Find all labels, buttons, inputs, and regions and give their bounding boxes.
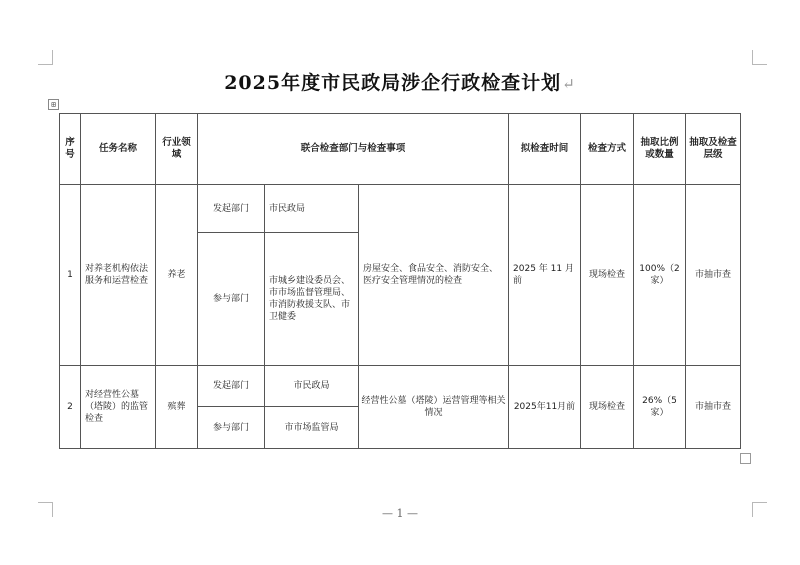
row1-initiating-label: 发起部门 [198, 185, 265, 233]
row1-task: 对养老机构依法服务和运营检查 [81, 185, 156, 366]
header-method: 检查方式 [581, 114, 634, 185]
row2-inspection-items: 经营性公墓（塔陵）运营管理等相关情况 [359, 366, 509, 449]
inspection-plan-table [59, 113, 741, 449]
row2-task: 对经营性公墓（塔陵）的监管检查 [81, 366, 156, 449]
row2-ratio: 26%（5家） [634, 366, 686, 449]
document-title [0, 68, 800, 95]
row1-participating-depts: 市城乡建设委员会、市市场监督管理局、市消防救援支队、市卫健委 [265, 233, 359, 366]
crop-mark-top-right [752, 50, 767, 65]
paragraph-mark-icon: ↵ [562, 75, 576, 93]
row1-ratio: 100%（2 家） [634, 185, 686, 366]
document-title-text: 2025年度市民政局涉企行政检查计划 [224, 72, 562, 94]
header-time: 拟检查时间 [509, 114, 581, 185]
row2-seq: 2 [60, 366, 81, 449]
row1-seq: 1 [60, 185, 81, 366]
table-header-row [60, 114, 741, 185]
row1-time: 2025 年 11 月前 [509, 185, 581, 366]
row2-industry: 殡葬 [156, 366, 198, 449]
row2-participating-label: 参与部门 [198, 407, 265, 449]
row1-participating-label: 参与部门 [198, 233, 265, 366]
crop-mark-top-left [38, 50, 53, 65]
header-ratio: 抽取比例或数量 [634, 114, 686, 185]
row2-initiating-label: 发起部门 [198, 366, 265, 407]
row1-level: 市抽市查 [686, 185, 741, 366]
row1-initiating-dept: 市民政局 [265, 185, 359, 233]
row2-time: 2025年11月前 [509, 366, 581, 449]
header-industry: 行业领域 [156, 114, 198, 185]
row2-method: 现场检查 [581, 366, 634, 449]
row1-method: 现场检查 [581, 185, 634, 366]
row2-level: 市抽市查 [686, 366, 741, 449]
row2-initiating-dept: 市民政局 [265, 366, 359, 407]
row1-inspection-items: 房屋安全、食品安全、消防安全、医疗安全管理情况的检查 [359, 185, 509, 366]
header-level: 抽取及检查层级 [686, 114, 741, 185]
table-move-handle-icon[interactable]: ⊞ [48, 99, 59, 110]
table-row [60, 185, 741, 233]
header-seq: 序号 [60, 114, 81, 185]
row2-participating-depts: 市市场监管局 [265, 407, 359, 449]
page-number: — 1 — [382, 507, 418, 520]
row1-industry: 养老 [156, 185, 198, 366]
table-resize-handle[interactable] [740, 453, 751, 464]
header-joint-inspection: 联合检查部门与检查事项 [198, 114, 509, 185]
table-row [60, 366, 741, 407]
header-task: 任务名称 [81, 114, 156, 185]
